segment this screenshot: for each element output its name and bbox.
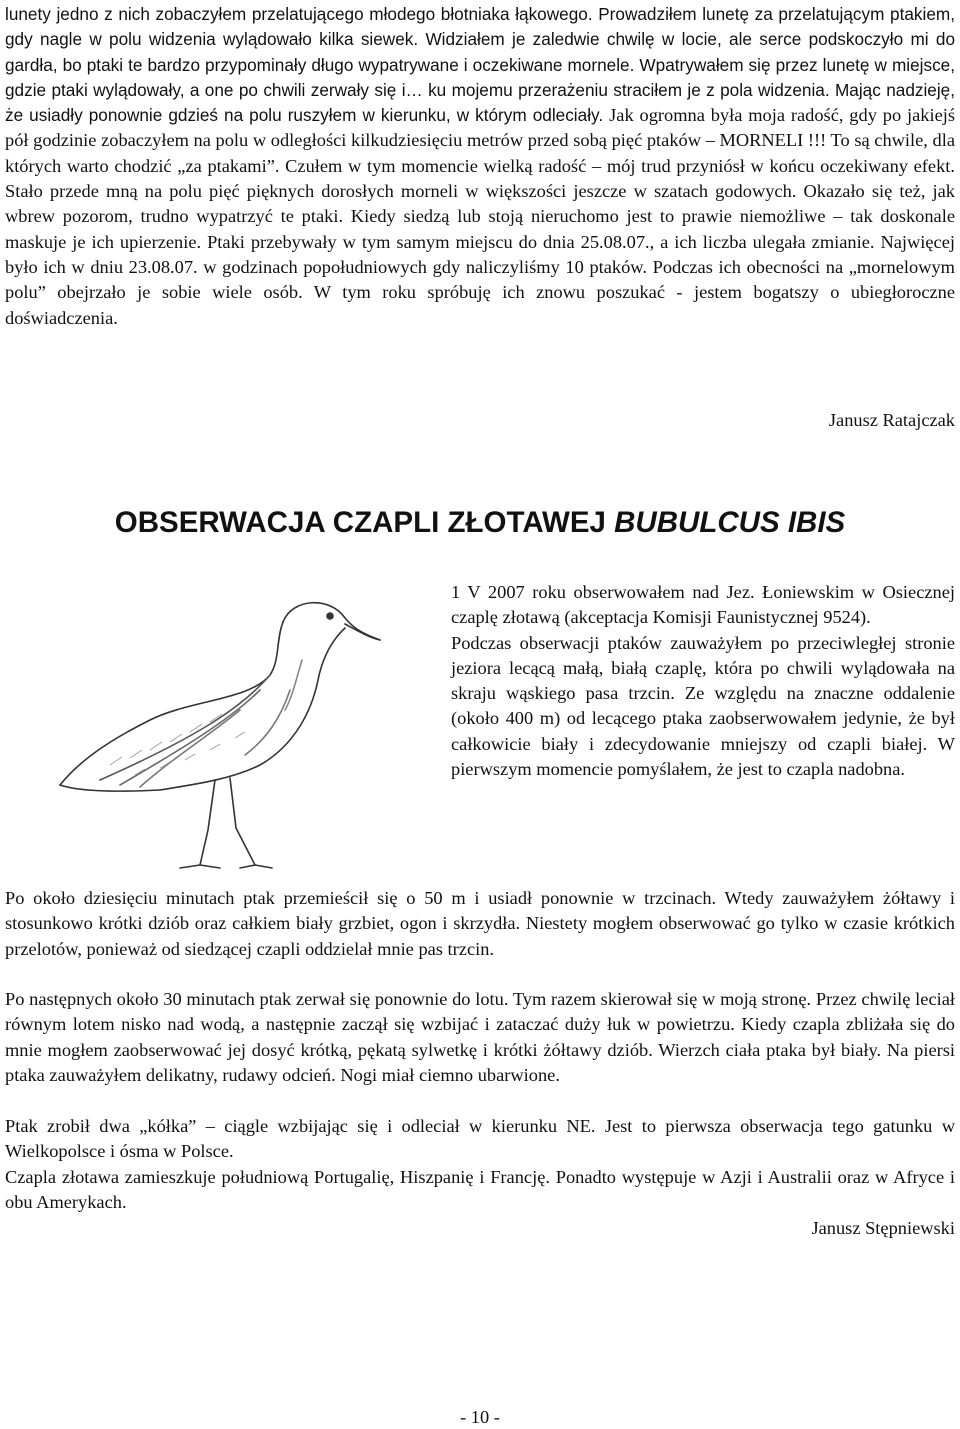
author-signature-ratajczak: Janusz Ratajczak — [828, 410, 955, 430]
article-paragraph-6: Czapla złotawa zamieszkuje południową Portugalię, Hiszpanię i Francję. Ponadto występuje w Azji i Australii oraz w Afryce i obu Amerykach. — [5, 1167, 955, 1213]
side-paragraph-1: 1 V 2007 roku obserwowałem nad Jez. Łoniewskim w Osiecznej czaplę złotawą (akceptacja Komisji Faunistycznej 9524). — [451, 582, 955, 628]
continued-paragraph — [5, 2, 955, 331]
article-paragraph-5: Ptak zrobił dwa „kółka” – ciągle wzbijając się i odleciał w kierunku NE. Jest to pierwsza obserwacja tego gatunku w Wielkopolsce i ósma w Polsce. — [5, 1116, 955, 1162]
continued-text-c: Jak ogromna była moja radość, gdy po jakiejś pół godzinie zobaczyłem na polu w odległości kilkudziesięciu metrów przed sobą pięć ptaków – MORNELI !!! To są chwile, dla których warto chodzić „za ptakami”. Czułem w tym momencie wielką radość – mój trud przyniósł w końcu oczekiwany efekt. Stało przede mną na polu pięć pięknych dorosłych morneli w większości jeszcze w szatach godowych. Okazało się też, jak wbrew pozorom, trudno wypatrzyć te ptaki. Kiedy siedzą lub stoją nieruchomo jest to prawie niemożliwe – tak doskonale maskuje je ich upierzenie. Ptaki przebywały w tym samym miejscu do dnia 25.08.07., a ich liczba ulegała zmianie. Najwięcej było ich w dniu 23.08.07. w godzinach popołudniowych gdy naliczyliśmy 10 ptaków. Podczas ich obecności na „mornelowym polu” obejrzało je sobie wiele osób. W tym roku spróbuję ich znowu poszukać - jestem bogatszy o ubiegłoroczne doświadczenia. — [5, 105, 955, 328]
page-number: - 10 - — [460, 1407, 500, 1427]
author-signature-stepniewski: Janusz Stępniewski — [811, 1218, 955, 1238]
article-title — [0, 506, 960, 540]
continued-text-b: Wpatrywałem się przez lunetę w miejsce, gdzie ptaki wylądowały, a one po chwili zerwały się i… ku mojemu przerażeniu straciłem je z pola widzenia. Mając nadzieję, że usiadły ponownie gdzieś na polu ruszyłem w kierunku, w którym odleciały. — [5, 54, 955, 126]
title-main: OBSERWACJA CZAPLI ZŁOTAWEJ — [114, 506, 615, 539]
side-column-text — [451, 580, 955, 782]
article-paragraph-3: Po około dziesięciu minutach ptak przemieścił się o 50 m i usiadł ponownie w trzcinach. Wtedy zauważyłem żółtawy i stosunkowo krótki dziób oraz całkiem biały grzbiet, ogon i skrzydła. Niestety mogłem obserwować go tylko w czasie krótkich przelotów, ponieważ od siedzącej czapli oddzielał mnie pas trzcin. — [5, 888, 955, 959]
side-paragraph-2: Podczas obserwacji ptaków zauważyłem po przeciwległej stronie jeziora lecącą małą, białą czaplę, która po chwili wylądowała na skraju wąskiego pasa trzcin. Ze względu na znaczne oddalenie (około 400 m) od lecącego ptaka zaobserwowałem jedynie, że był całkowicie biały i zdecydowanie mniejszy od czapli białej. W pierwszym momencie pomyślałem, że jest to czapla nadobna. — [451, 632, 955, 780]
continued-text-a: lunety jedno z nich zobaczyłem przelatującego młodego błotniaka łąkowego. Prowadziłem lunetę za przelatującym ptakiem, gdy nagle w polu widzenia wylądowało kilka siewek. Widziałem je zaledwie chwilę w locie, ale serce podskoczyło mi do gardła, bo ptaki te bardzo przypominały długo wypatrywane i oczekiwane mornele. — [5, 4, 955, 75]
article-paragraph-4: Po następnych około 30 minutach ptak zerwał się ponownie do lotu. Tym razem skierował się w moją stronę. Przez chwilę leciał równym lotem nisko nad wodą, a następnie zaczął się wzbijać i zataczać duży łuk w powietrzu. Kiedy czapla zbliżała się do mnie mogłem zaobserwować jej dosyć krótką, pękatą sylwetkę i krótki żółtawy dziób. Wierzch ciała ptaka był biały. Na piersi ptaka zauważyłem delikatny, rudawy odcień. Nogi miał ciemno ubarwione. — [5, 989, 955, 1085]
title-latin-name: BUBULCUS IBIS — [614, 506, 846, 539]
cattle-egret-illustration — [40, 580, 400, 870]
